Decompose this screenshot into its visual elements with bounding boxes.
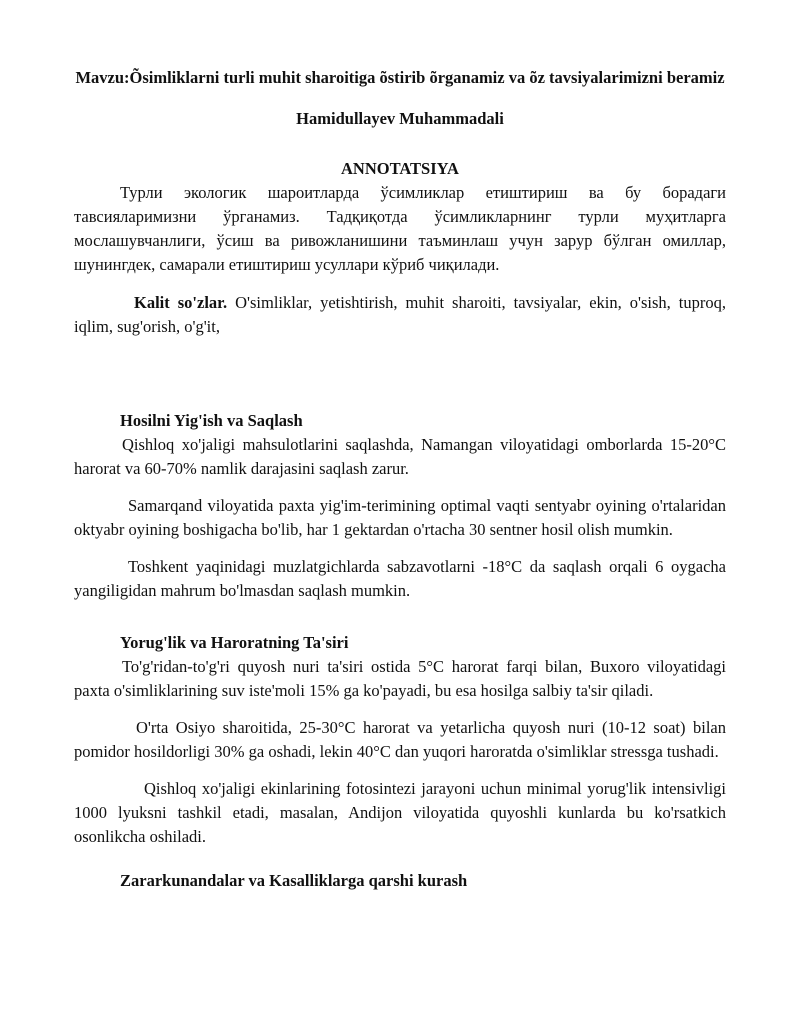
paragraph: Samarqand viloyatida paxta yig'im-terimining optimal vaqti sentyabr oyining o'rtalaridan oktyabr oyining boshigacha bo'lib, har 1 gektardan o'rtacha 30 sentner hosil olish mumkin. bbox=[74, 496, 726, 539]
paragraph: To'g'ridan-to'g'ri quyosh nuri ta'siri ostida 5°C harorat farqi bilan, Buxoro viloyatidagi paxta o'simliklarining suv iste'moli 15% ga ko'payadi, bu esa hosilga salbiy ta'sir qiladi. bbox=[74, 657, 726, 700]
paragraph: O'rta Osiyo sharoitida, 25-30°C harorat va yetarlicha quyosh nuri (10-12 soat) bilan pomidor hosildorligi 30% ga oshadi, lekin 40°C dan yuqori haroratda o'simliklar stressga tushadi. bbox=[74, 718, 726, 761]
author-name: Hamidullayev Muhammadali bbox=[296, 109, 504, 128]
section-heading-light-temperature: Yorug'lik va Haroratning Ta'siri bbox=[120, 633, 349, 652]
keywords-label: Kalit so'zlar. bbox=[134, 293, 228, 312]
document-title: Mavzu:Õsimliklarni turli muhit sharoitiga õstirib õrganamiz va õz tavsiyalarimizni beramiz bbox=[75, 68, 725, 87]
section-heading-pests-diseases: Zararkunandalar va Kasalliklarga qarshi kurash bbox=[120, 871, 468, 890]
annotation-heading: ANNOTATSIYA bbox=[341, 159, 459, 178]
keywords-text: O'simliklar, yetishtirish, muhit sharoiti, tavsiyalar, ekin, o'sish, tuproq, iqlim, sug'orish, o'g'it, bbox=[74, 293, 726, 336]
paragraph: Toshkent yaqinidagi muzlatgichlarda sabzavotlarni -18°C da saqlash orqali 6 oygacha yangiligidan mahrum bo'lmasdan saqlash mumkin. bbox=[74, 557, 726, 600]
paragraph: Qishloq xo'jaligi mahsulotlarini saqlashda, Namangan viloyatidagi omborlarda 15-20°C harorat va 60-70% namlik darajasini saqlash zarur. bbox=[74, 435, 726, 478]
document-page bbox=[74, 0, 726, 893]
keywords bbox=[74, 291, 726, 339]
paragraph: Qishloq xo'jaligi ekinlarining fotosintezi jarayoni uchun minimal yorug'lik intensivligi 1000 lyuksni tashkil etadi, masalan, Andijon viloyatida quyoshli kunlarda bu ko'rsatkich osonlikcha oshiladi. bbox=[74, 779, 726, 846]
section-heading-harvest: Hosilni Yig'ish va Saqlash bbox=[120, 411, 303, 430]
annotation-text: Турли экологик шароитларда ўсимликлар етиштириш ва бу борадаги тавсияларимизни ўрганамиз. Тадқиқотда ўсимликларнинг турли муҳитларга мослашувчанлиги, ўсиш ва ривожланишини таъминлаш учун зарур бўлган омиллар, шунингдек, самарали етиштириш усуллари кўриб чиқилади. bbox=[74, 183, 726, 274]
